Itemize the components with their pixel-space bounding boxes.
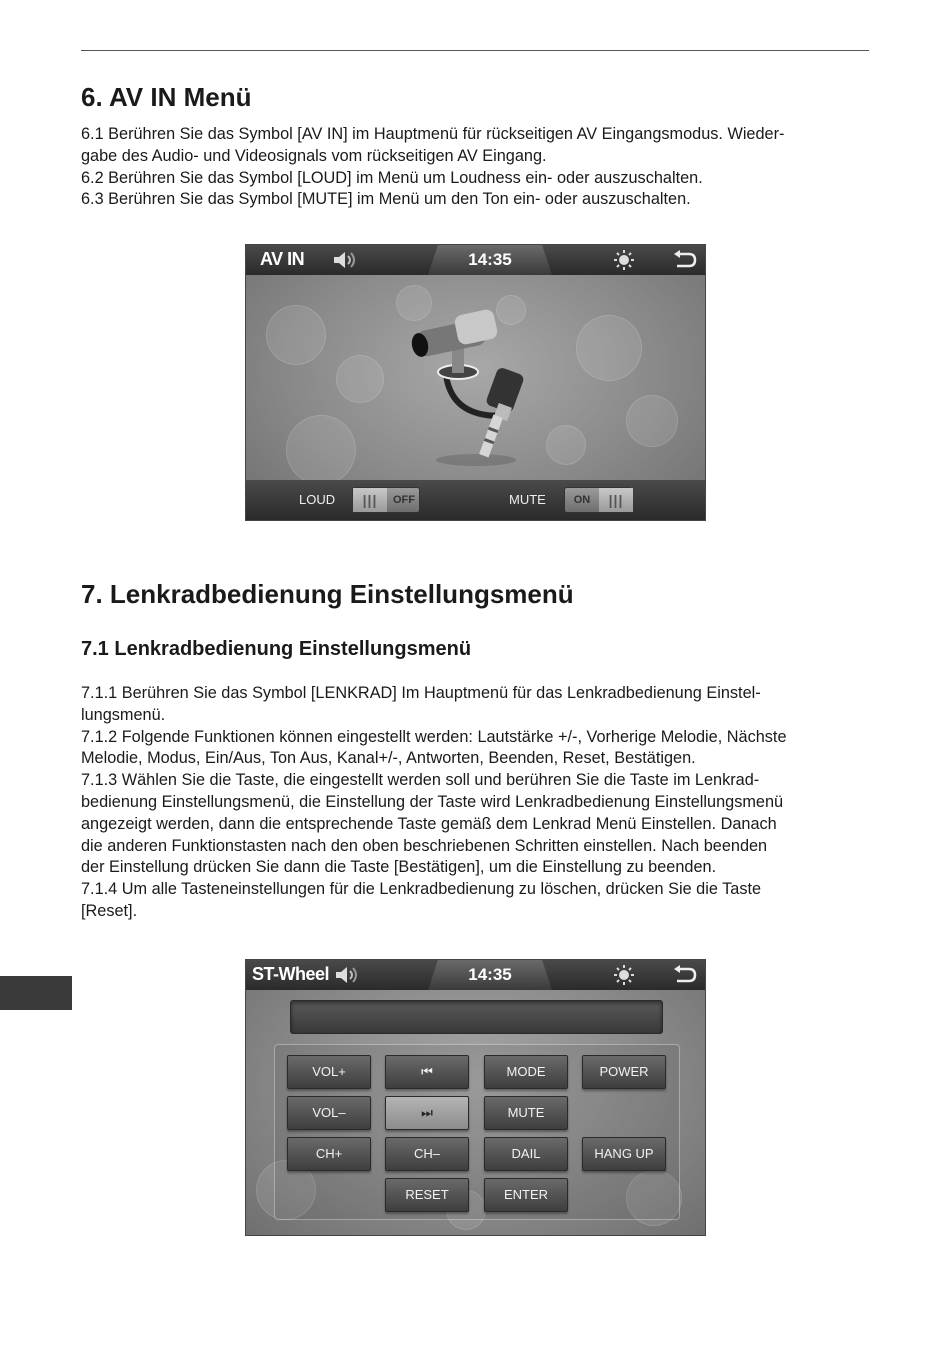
av-cable-image [406, 300, 546, 470]
loud-label: LOUD [299, 492, 336, 507]
av-bottom-bar [246, 480, 705, 520]
key-name-display [290, 1000, 663, 1034]
wheel-top-bar [246, 960, 705, 990]
paragraph-line: 6.2 Berühren Sie das Symbol [LOUD] im Menü um Loudness ein- oder auszuschalten. [81, 168, 703, 187]
vol-minus-button[interactable]: VOL– [287, 1096, 371, 1130]
brightness-icon[interactable] [613, 964, 635, 986]
speaker-icon[interactable] [332, 251, 358, 269]
paragraph-line: [Reset]. [81, 901, 138, 920]
st-wheel-title: ST-Wheel [252, 964, 330, 984]
paragraph-line: 6.1 Berühren Sie das Symbol [AV IN] im Hauptmenü für rückseitigen AV Eingangsmodus. Wieder- [81, 125, 785, 143]
av-in-screen [245, 244, 706, 521]
ch-plus-button[interactable]: CH+ [287, 1137, 371, 1171]
av-top-bar [246, 245, 705, 275]
section-7-title: 7. Lenkradbedienung Einstellungsmenü [81, 579, 574, 609]
paragraph-line: 6.3 Berühren Sie das Symbol [MUTE] im Menü um den Ton ein- oder auszuschalten. [81, 190, 691, 209]
paragraph-line: gabe des Audio- und Videosignals vom rückseitigen AV Eingang. [81, 146, 547, 165]
mute-state: ON [573, 494, 591, 506]
reset-button[interactable]: RESET [385, 1178, 469, 1212]
section-6-text [81, 124, 871, 211]
toggle-grip: ||| [353, 488, 387, 512]
st-wheel-screen [245, 959, 706, 1236]
top-rule [81, 50, 869, 51]
prev-track-button[interactable]: ⏮ [385, 1055, 469, 1089]
section-7-1-title: 7.1 Lenkradbedienung Einstellungsmenü [81, 638, 472, 660]
back-arrow-icon[interactable] [673, 965, 697, 985]
paragraph-line: bedienung Einstellungsmenü, die Einstellung der Taste wird Lenkradbedienung Einstellungsmenü [81, 792, 784, 811]
paragraph-line: lungsmenü. [81, 705, 166, 724]
loud-toggle[interactable] [352, 487, 420, 513]
paragraph-line: die anderen Funktionstasten nach den oben beschriebenen Schritten einstellen. Nach beenden [81, 836, 768, 855]
back-arrow-icon[interactable] [673, 250, 697, 270]
clock: 14:35 [468, 965, 512, 984]
loud-state: OFF [393, 494, 415, 506]
brightness-icon[interactable] [613, 249, 635, 271]
av-in-title: AV IN [260, 249, 305, 269]
mute-label: MUTE [509, 492, 546, 507]
page-side-tab [0, 976, 72, 1010]
toggle-grip: ||| [599, 488, 633, 512]
vol-plus-button[interactable]: VOL+ [287, 1055, 371, 1089]
paragraph-line: 7.1.2 Folgende Funktionen können eingestellt werden: Lautstärke +/-, Vorherige Melodie, Nächste [81, 727, 787, 746]
power-button[interactable]: POWER [582, 1055, 666, 1089]
paragraph-line: 7.1.4 Um alle Tasteneinstellungen für die Lenkradbedienung zu löschen, drücken Sie die Taste [81, 880, 762, 899]
paragraph-line: Melodie, Modus, Ein/Aus, Ton Aus, Kanal+/-, Antworten, Beenden, Reset, Bestätigen. [81, 749, 696, 768]
ch-minus-button[interactable]: CH– [385, 1137, 469, 1171]
mute-button[interactable]: MUTE [484, 1096, 568, 1130]
paragraph-line: der Einstellung drücken Sie dann die Taste [Bestätigen], um die Einstellung zu beenden. [81, 858, 717, 877]
hang-up-button[interactable]: HANG UP [582, 1137, 666, 1171]
dail-button[interactable]: DAIL [484, 1137, 568, 1171]
enter-button[interactable]: ENTER [484, 1178, 568, 1212]
mode-button[interactable]: MODE [484, 1055, 568, 1089]
mute-toggle[interactable] [564, 487, 632, 513]
paragraph-line: angezeigt werden, dann die entsprechende Taste gemäß dem Lenkrad Menü Einstellen. Danach [81, 814, 777, 833]
paragraph-line: 7.1.3 Wählen Sie die Taste, die eingestellt werden soll und berühren Sie die Taste im Lenkrad- [81, 771, 760, 790]
section-6-title: 6. AV IN Menü [81, 82, 252, 112]
paragraph-line: 7.1.1 Berühren Sie das Symbol [LENKRAD] Im Hauptmenü für das Lenkradbedienung Einstel- [81, 684, 761, 702]
section-7-text [81, 683, 871, 923]
clock: 14:35 [468, 250, 512, 269]
next-track-button[interactable]: ⏭ [385, 1096, 469, 1130]
speaker-icon[interactable] [334, 966, 360, 984]
